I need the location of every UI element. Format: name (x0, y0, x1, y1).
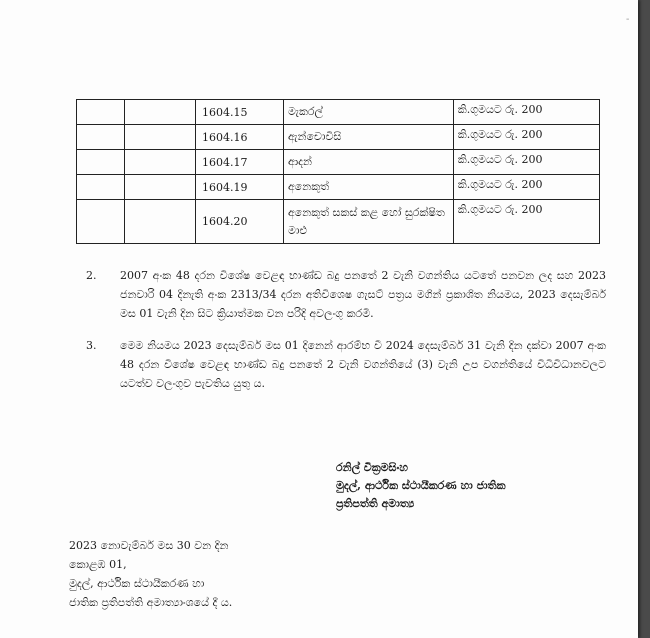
rate-cell: කි.ගුමයට රු. 200 (453, 100, 599, 125)
paragraph-number: 3. (86, 339, 97, 352)
signatory-title: ප්‍රතිපත්ති අමාත්‍ය (336, 497, 415, 510)
rate-cell: කි.ගුමයට රු. 200 (453, 150, 599, 175)
paragraph-text: මෙම නියමය 2023 දෙසැම්බර් මස 01 දිනෙන් ආරම්භ වී 2024 දෙසැම්බර් 31 වැනි දින දක්වා 2007 අංක 48 දරන විශේෂ වෙළඳ භාණ්ඩ බදු පනතේ 2 වැනි වගන්තියේ (3) වැනි උප වගන්තියේ විධිවිධානවලට යටත්ව වලංගුව පැවතිය යුතු ය. (120, 339, 606, 390)
description-cell: අනෙකුත් සකස් කළ හෝ සුරක්ෂිත මාළු (284, 200, 454, 244)
table-cell-empty (124, 150, 195, 175)
table-row (77, 150, 600, 175)
table-cell-empty (77, 100, 125, 125)
table-cell-empty (124, 200, 195, 244)
rate-cell: කි.ගුමයට රු. 200 (453, 125, 599, 150)
description-cell: ආදන් (284, 150, 454, 175)
paragraph-text: 2007 අංක 48 දරන විශේෂ වෙළඳ භාණ්ඩ බදු පනතේ 2 වැනි වගන්තිය යටතේ පනවන ලද සහ 2023 ජනවාරි 04 දිනැති අංක 2313/34 දරන අතිවිශෙෂ ගැසට් පත්‍රය මගින් ප්‍රකාශිත නියමය, 2023 දෙසැම්බර් මස 01 වැනි දින සිට ක්‍රියාත්මක වන පරිදි අවලංගු කරමි. (120, 269, 606, 320)
table-row (77, 125, 600, 150)
rate-cell: කි.ගුමයට රු. 200 (453, 200, 599, 244)
hs-code-cell: 1604.15 (195, 100, 283, 125)
paragraph-3 (86, 336, 606, 393)
table-cell-empty (124, 125, 195, 150)
issue-date: 2023 නොවැම්බර් මස 30 වන දින (69, 539, 229, 552)
corner-mark: - (626, 14, 630, 25)
paragraph-2 (86, 266, 606, 323)
hs-code-cell: 1604.19 (195, 175, 283, 200)
signature-block (336, 459, 506, 513)
signatory-name: රනිල් වික්‍රමසිංහ (336, 461, 408, 474)
table-cell-empty (77, 200, 125, 244)
description-cell: අනෙකුත් (284, 175, 454, 200)
table-cell-empty (77, 150, 125, 175)
description-cell: මැකරල් (284, 100, 454, 125)
table-cell-empty (77, 125, 125, 150)
table-row (77, 200, 600, 244)
table-cell-empty (77, 175, 125, 200)
table-cell-empty (124, 175, 195, 200)
hs-code-cell: 1604.20 (195, 200, 283, 244)
ministry-line: මුදල්, ආර්ථික ස්ථායීකරණ හා (69, 577, 205, 590)
signatory-title: මුදල්, ආර්ථික ස්ථායීකරණ හා ජාතික (336, 479, 506, 492)
description-cell: ඇන්චොවිසි (284, 125, 454, 150)
issue-place: කොළඹ 01, (69, 558, 127, 571)
hs-code-cell: 1604.17 (195, 150, 283, 175)
rate-cell: කි.ගුමයට රු. 200 (453, 175, 599, 200)
table-row (77, 175, 600, 200)
paragraph-number: 2. (86, 269, 97, 282)
ministry-line: ජාතික ප්‍රතිපත්ති අමාත්‍යාංශයේ දී ය. (69, 596, 233, 609)
table-row (77, 100, 600, 125)
date-place-block (69, 536, 232, 612)
hs-code-cell: 1604.16 (195, 125, 283, 150)
table-cell-empty (124, 100, 195, 125)
tariff-table (76, 99, 600, 244)
